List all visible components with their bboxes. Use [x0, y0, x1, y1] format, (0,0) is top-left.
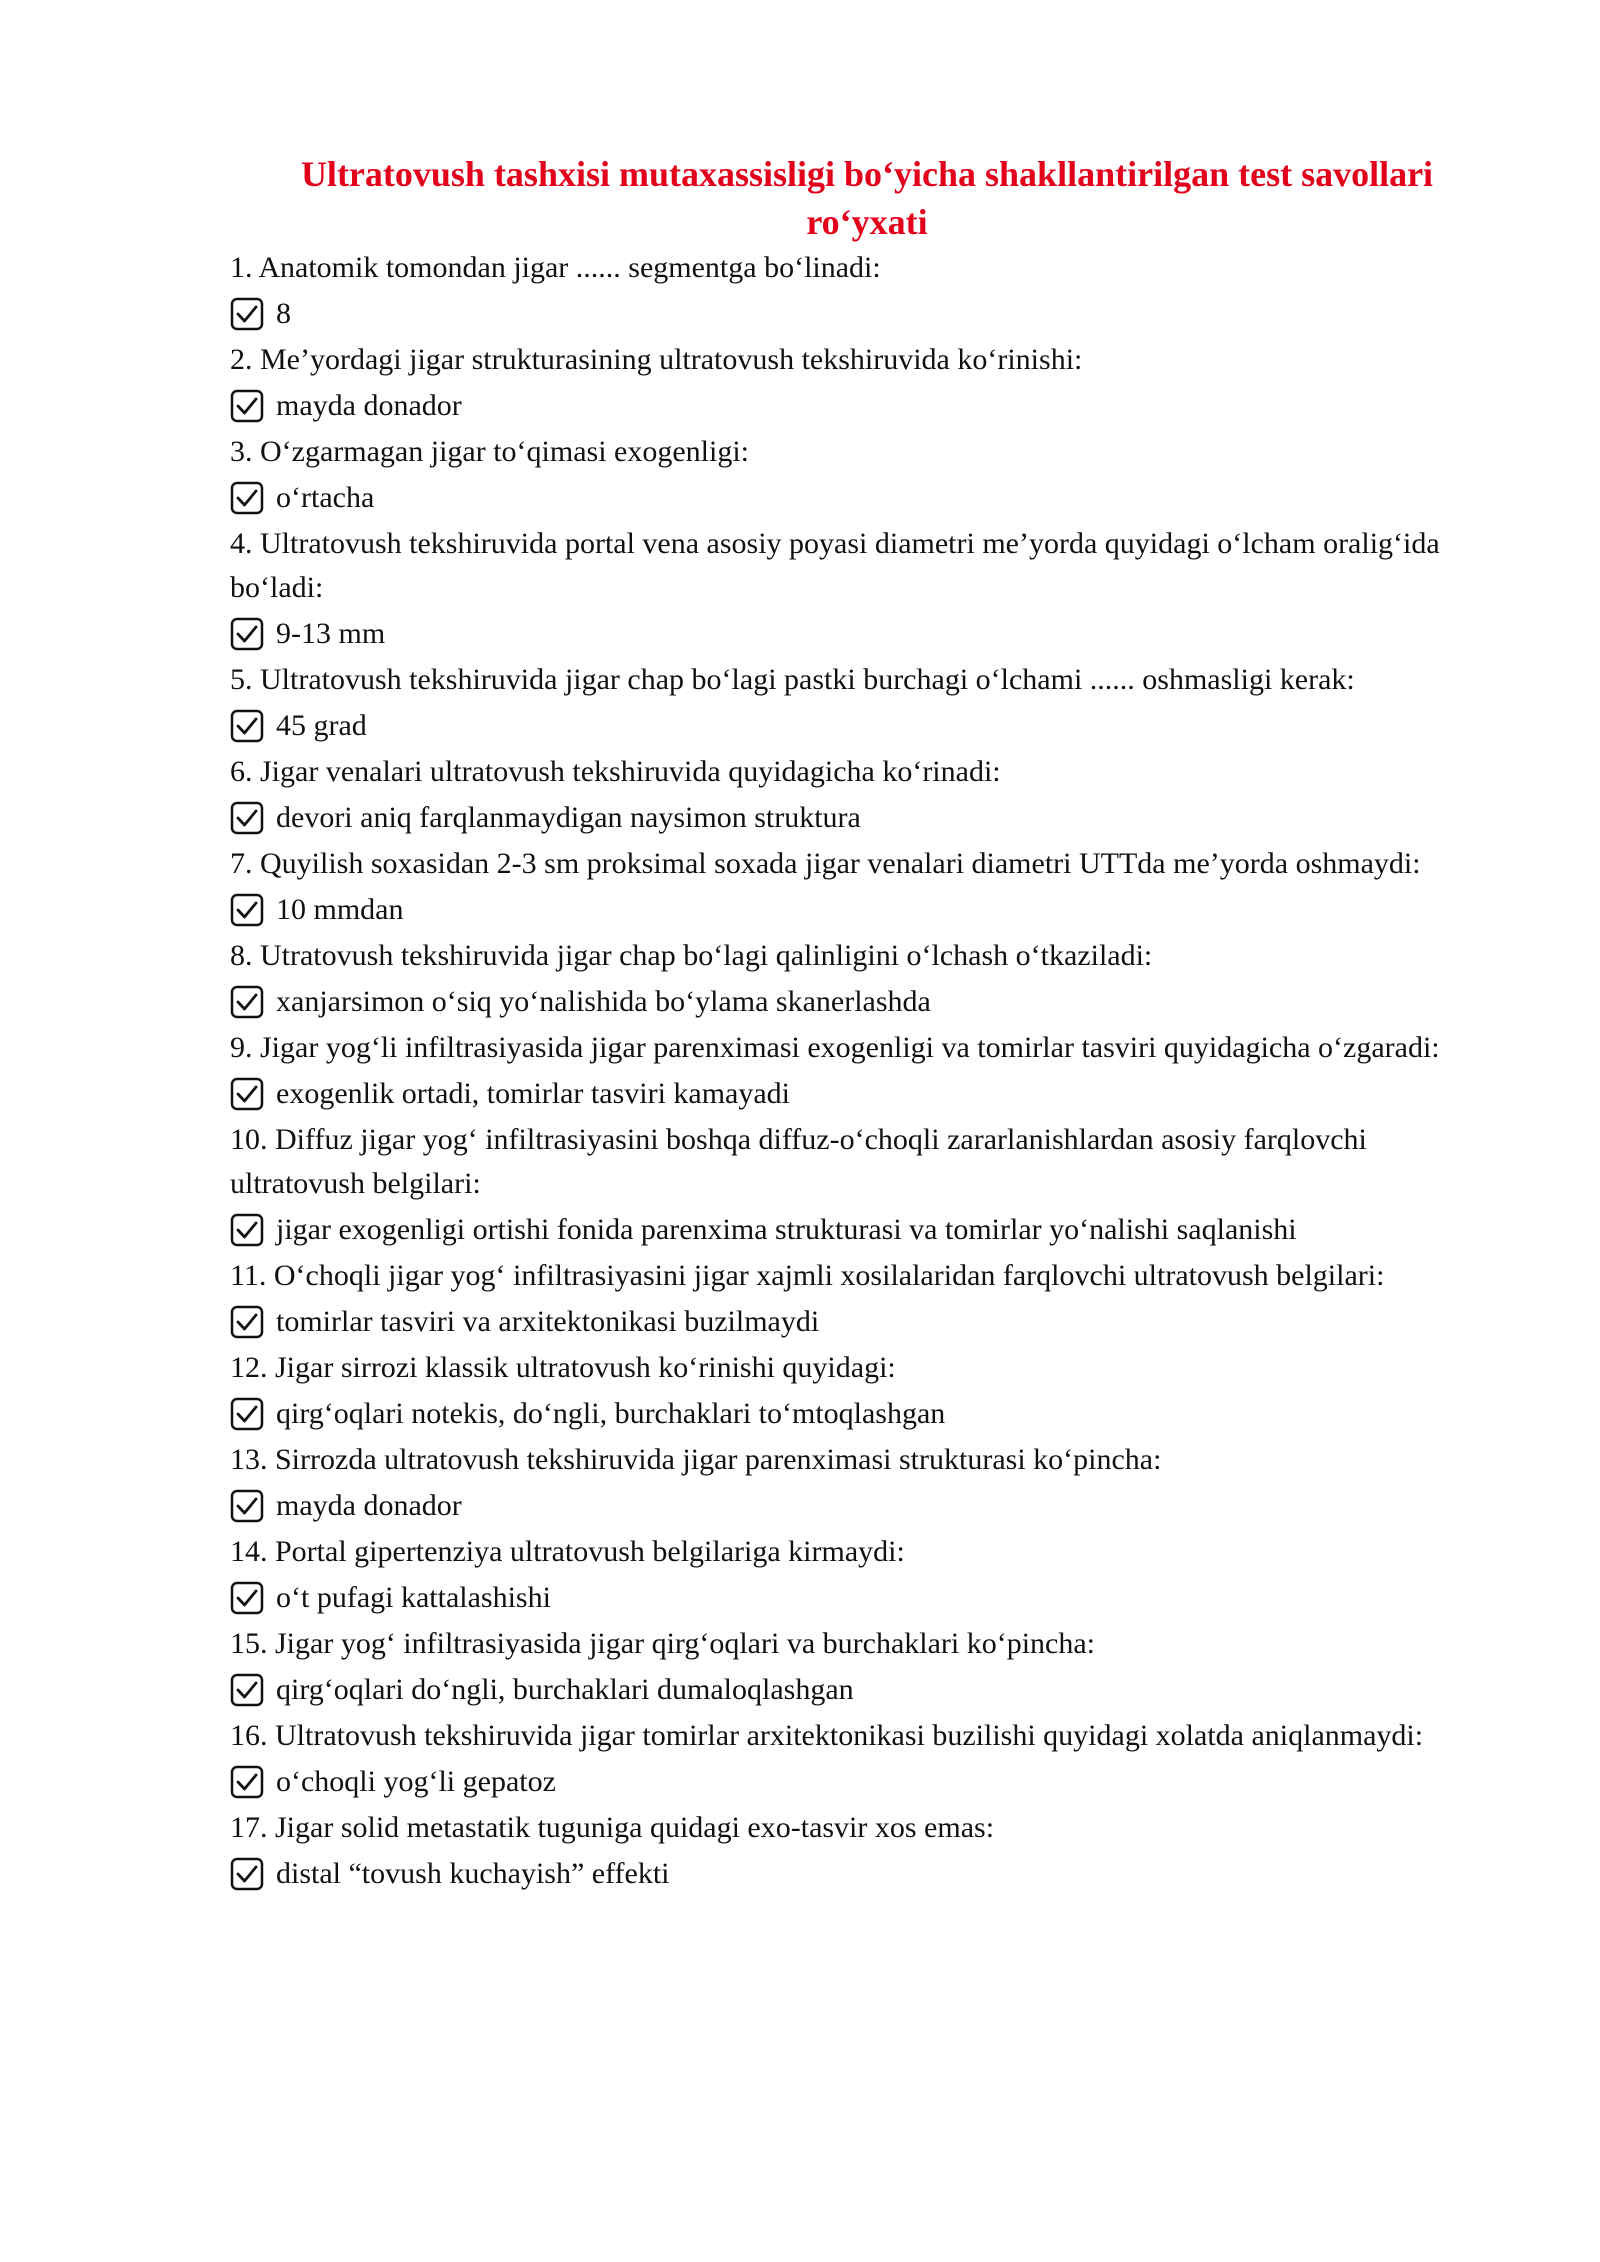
answer-text: 10 mmdan — [276, 893, 404, 926]
answer-text: 8 — [276, 297, 291, 330]
checkbox-checked-icon — [230, 709, 264, 743]
checkbox-checked-icon — [230, 1213, 264, 1247]
document-page — [230, 150, 1480, 1898]
answer-text: mayda donador — [276, 389, 462, 422]
question-item — [230, 1530, 1480, 1622]
answer-text: exogenlik ortadi, tomirlar tasviri kamayadi — [276, 1077, 791, 1110]
question-text: 1. Anatomik tomondan jigar ...... segmentga bo‘linadi: — [230, 251, 881, 284]
question-text: 12. Jigar sirrozi klassik ultratovush ko‘rinishi quyidagi: — [230, 1351, 896, 1384]
question-text: 2. Me’yordagi jigar strukturasining ultratovush tekshiruvida ko‘rinishi: — [230, 343, 1083, 376]
question-item — [230, 1118, 1480, 1254]
question-item — [230, 658, 1480, 750]
question-item — [230, 1254, 1480, 1346]
checkbox-checked-icon — [230, 1765, 264, 1799]
question-text: 8. Utratovush tekshiruvida jigar chap bo‘lagi qalinligini o‘lchash o‘tkaziladi: — [230, 939, 1153, 972]
question-item — [230, 1026, 1480, 1118]
question-item — [230, 522, 1480, 658]
answer-row — [230, 1298, 1480, 1346]
question-item — [230, 1622, 1480, 1714]
checkbox-checked-icon — [230, 1489, 264, 1523]
checkbox-checked-icon — [230, 985, 264, 1019]
checkbox-checked-icon — [230, 801, 264, 835]
checkbox-checked-icon — [230, 1857, 264, 1891]
question-item — [230, 1346, 1480, 1438]
answer-row — [230, 1574, 1480, 1622]
answer-row — [230, 1758, 1480, 1806]
document-title-line-2: ro‘yxati — [806, 202, 928, 242]
checkbox-checked-icon — [230, 1077, 264, 1111]
question-text: 4. Ultratovush tekshiruvida portal vena asosiy poyasi diametri me’yorda quyidagi o‘lcham oralig‘ida bo‘ladi: — [230, 527, 1440, 604]
question-text: 16. Ultratovush tekshiruvida jigar tomirlar arxitektonikasi buzilishi quyidagi xolatda aniqlanmaydi: — [230, 1719, 1424, 1752]
answer-text: qirg‘oqlari do‘ngli, burchaklari dumaloqlashgan — [276, 1673, 854, 1706]
answer-text: o‘choqli yog‘li gepatoz — [276, 1765, 556, 1798]
question-text: 17. Jigar solid metastatik tuguniga quidagi exo-tasvir xos emas: — [230, 1811, 995, 1844]
question-list — [230, 246, 1480, 1898]
question-text: 14. Portal gipertenziya ultratovush belgilariga kirmaydi: — [230, 1535, 905, 1568]
answer-row — [230, 382, 1480, 430]
checkbox-checked-icon — [230, 297, 264, 331]
question-text: 10. Diffuz jigar yog‘ infiltrasiyasini boshqa diffuz-o‘choqli zararlanishlardan asosiy farqlovchi ultratovush belgilari: — [230, 1123, 1367, 1200]
answer-text: o‘rtacha — [276, 481, 375, 514]
checkbox-checked-icon — [230, 481, 264, 515]
question-item — [230, 842, 1480, 934]
answer-text: xanjarsimon o‘siq yo‘nalishida bo‘ylama skanerlashda — [276, 985, 931, 1018]
answer-text: distal “tovush kuchayish” effekti — [276, 1857, 670, 1890]
answer-text: tomirlar tasviri va arxitektonikasi buzilmaydi — [276, 1305, 820, 1338]
question-text: 11. O‘choqli jigar yog‘ infiltrasiyasini jigar xajmli xosilalaridan farqlovchi ultratovush belgilari: — [230, 1259, 1385, 1292]
question-item — [230, 934, 1480, 1026]
question-text: 15. Jigar yog‘ infiltrasiyasida jigar qirg‘oqlari va burchaklari ko‘pincha: — [230, 1627, 1096, 1660]
document-title-line-1: Ultratovush tashxisi mutaxassisligi bo‘yicha shakllantirilgan test savollari — [300, 154, 1434, 194]
answer-row — [230, 474, 1480, 522]
question-item — [230, 1806, 1480, 1898]
answer-text: devori aniq farqlanmaydigan naysimon struktura — [276, 801, 861, 834]
answer-row — [230, 886, 1480, 934]
question-item — [230, 246, 1480, 338]
question-item — [230, 338, 1480, 430]
question-text: 6. Jigar venalari ultratovush tekshiruvida quyidagicha ko‘rinadi: — [230, 755, 1001, 788]
answer-row — [230, 978, 1480, 1026]
question-text: 3. O‘zgarmagan jigar to‘qimasi exogenligi: — [230, 435, 750, 468]
question-text: 13. Sirrozda ultratovush tekshiruvida jigar parenximasi strukturasi ko‘pincha: — [230, 1443, 1162, 1476]
checkbox-checked-icon — [230, 617, 264, 651]
answer-text: 9-13 mm — [276, 617, 386, 650]
document-title — [254, 150, 1480, 246]
question-item — [230, 750, 1480, 842]
checkbox-checked-icon — [230, 1673, 264, 1707]
answer-row — [230, 1666, 1480, 1714]
checkbox-checked-icon — [230, 1581, 264, 1615]
answer-text: qirg‘oqlari notekis, do‘ngli, burchaklari to‘mtoqlashgan — [276, 1397, 946, 1430]
answer-row — [230, 1850, 1480, 1898]
checkbox-checked-icon — [230, 893, 264, 927]
question-text: 7. Quyilish soxasidan 2-3 sm proksimal soxada jigar venalari diametri UTTda me’yorda oshmaydi: — [230, 847, 1421, 880]
question-item — [230, 1714, 1480, 1806]
answer-row — [230, 290, 1480, 338]
checkbox-checked-icon — [230, 1397, 264, 1431]
checkbox-checked-icon — [230, 1305, 264, 1339]
question-item — [230, 1438, 1480, 1530]
answer-row — [230, 610, 1480, 658]
answer-row — [230, 794, 1480, 842]
question-item — [230, 430, 1480, 522]
answer-row — [230, 702, 1480, 750]
answer-text: 45 grad — [276, 709, 367, 742]
checkbox-checked-icon — [230, 389, 264, 423]
answer-row — [230, 1482, 1480, 1530]
answer-text: jigar exogenligi ortishi fonida parenxima strukturasi va tomirlar yo‘nalishi saqlanishi — [276, 1213, 1297, 1246]
answer-text: o‘t pufagi kattalashishi — [276, 1581, 551, 1614]
answer-row — [230, 1206, 1480, 1254]
answer-row — [230, 1390, 1480, 1438]
answer-text: mayda donador — [276, 1489, 462, 1522]
question-text: 9. Jigar yog‘li infiltrasiyasida jigar parenximasi exogenligi va tomirlar tasviri quyidagicha o‘zgaradi: — [230, 1031, 1440, 1064]
answer-row — [230, 1070, 1480, 1118]
question-text: 5. Ultratovush tekshiruvida jigar chap bo‘lagi pastki burchagi o‘lchami ...... oshmasligi kerak: — [230, 663, 1355, 696]
